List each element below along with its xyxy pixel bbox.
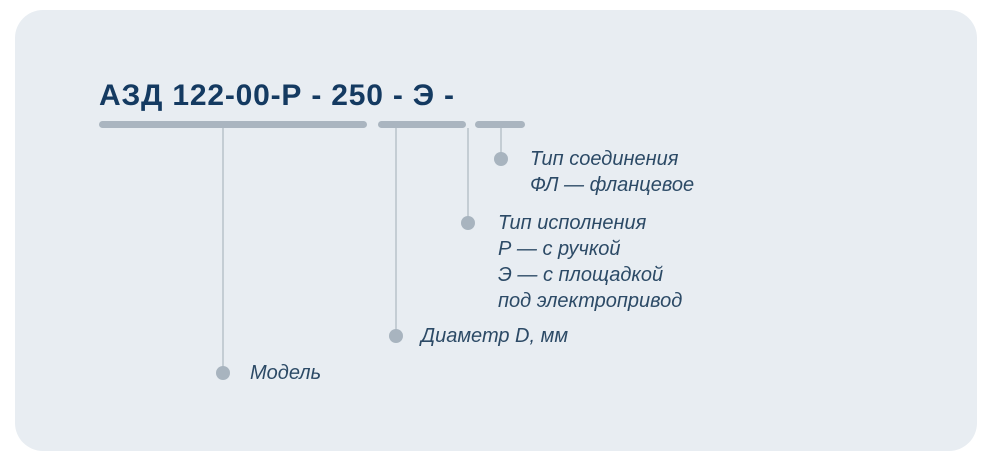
- connection-type-title: Тип соединения: [530, 148, 679, 170]
- underline-diameter: [378, 121, 466, 128]
- callout-label-connection-type: [530, 146, 694, 198]
- underline-design: [475, 121, 525, 128]
- callout-dot-design-type: [461, 216, 475, 230]
- callout-line-design-type: [467, 128, 469, 223]
- callout-line-model: [222, 128, 224, 373]
- model-title: Модель: [250, 362, 322, 384]
- design-type-option-e-continued: под электропривод: [498, 290, 683, 312]
- design-type-option-r: Р — с ручкой: [498, 238, 621, 260]
- designation-code: АЗД 122-00-Р - 250 - Э -: [99, 79, 455, 112]
- callout-label-design-type: [498, 210, 682, 314]
- diagram-card: [15, 10, 977, 451]
- connection-type-option-fl: ФЛ — фланцевое: [530, 174, 695, 196]
- callout-label-diameter: [421, 323, 568, 349]
- underline-model: [99, 121, 367, 128]
- diameter-title: Диаметр D, мм: [421, 325, 569, 347]
- callout-label-model: [250, 360, 321, 386]
- callout-dot-model: [216, 366, 230, 380]
- design-type-option-e: Э — с площадкой: [498, 264, 664, 286]
- callout-line-diameter: [395, 128, 397, 336]
- callout-dot-connection-type: [494, 152, 508, 166]
- callout-dot-diameter: [389, 329, 403, 343]
- design-type-title: Тип исполнения: [498, 212, 647, 234]
